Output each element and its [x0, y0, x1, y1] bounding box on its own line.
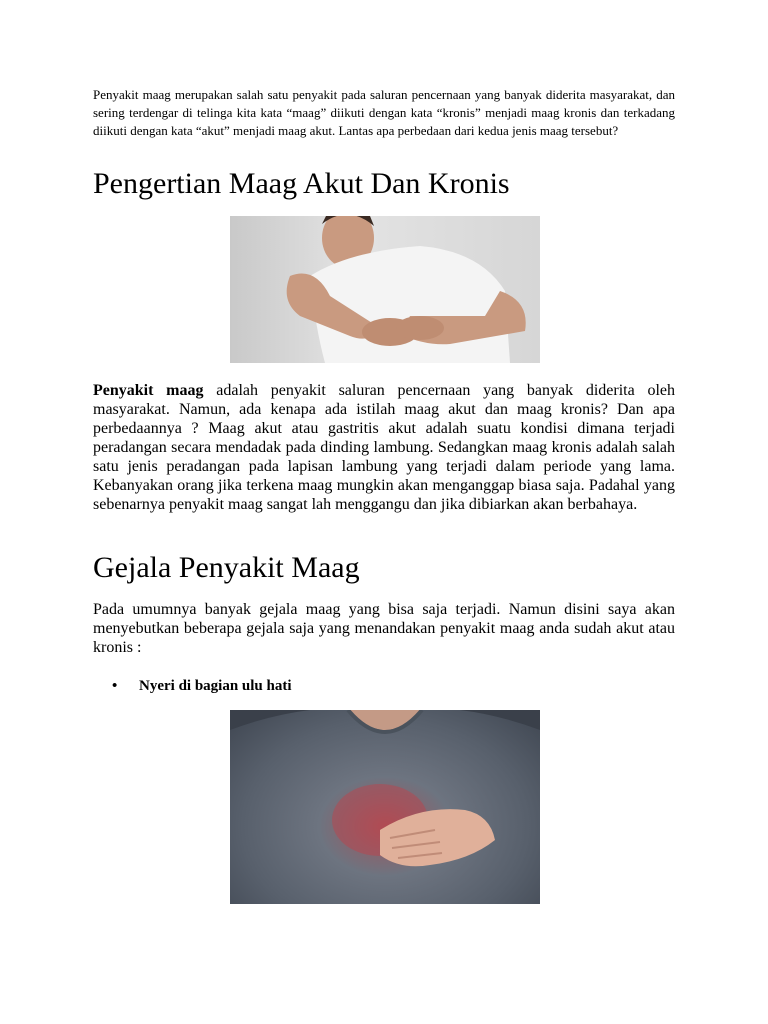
bullet-label: Nyeri di bagian ulu hati: [139, 678, 292, 694]
definition-paragraph: [93, 381, 675, 514]
symptoms-paragraph: Pada umumnya banyak gejala maag yang bisa saja terjadi. Namun disini saya akan menyebutkan beberapa gejala saja yang menandakan penyakit maag anda sudah akut atau kronis :: [93, 601, 675, 656]
definition-body: adalah penyakit saluran pencernaan yang banyak diderita oleh masyarakat. Namun, ada kenapa ada istilah maag akut dan maag kronis? Dan apa perbedaannya ? Maag akut atau gastritis akut adalah suatu kondisi dimana terjadi peradangan secara mendadak pada dinding lambung. Sedangkan maag kronis adalah salah satu jenis peradangan pada lapisan lambung yang terjadi dalam periode yang lama. Kebanyakan orang jika terkena maag mungkin akan menganggap biasa saja. Padahal yang sebenarnya penyakit maag sangat lah menggangu dan jika dibiarkan akan berbahaya.: [93, 382, 675, 513]
section-heading-definition: Pengertian Maag Akut Dan Kronis: [93, 167, 510, 200]
bullet-marker: •: [112, 678, 118, 694]
photo-man-stomach-pain: [230, 216, 540, 363]
definition-lead-bold: Penyakit maag: [93, 382, 204, 399]
section-heading-symptoms: Gejala Penyakit Maag: [93, 551, 360, 584]
intro-paragraph: Penyakit maag merupakan salah satu penyakit pada saluran pencernaan yang banyak diderita masyarakat, dan sering terdengar di telinga kita kata “maag” diikuti dengan kata “kronis” menjadi maag kronis dan terkadang diikuti dengan kata “akut” menjadi maag akut. Lantas apa perbedaan dari kedua jenis maag tersebut?: [93, 87, 675, 138]
photo-chest-pain: [230, 710, 540, 904]
